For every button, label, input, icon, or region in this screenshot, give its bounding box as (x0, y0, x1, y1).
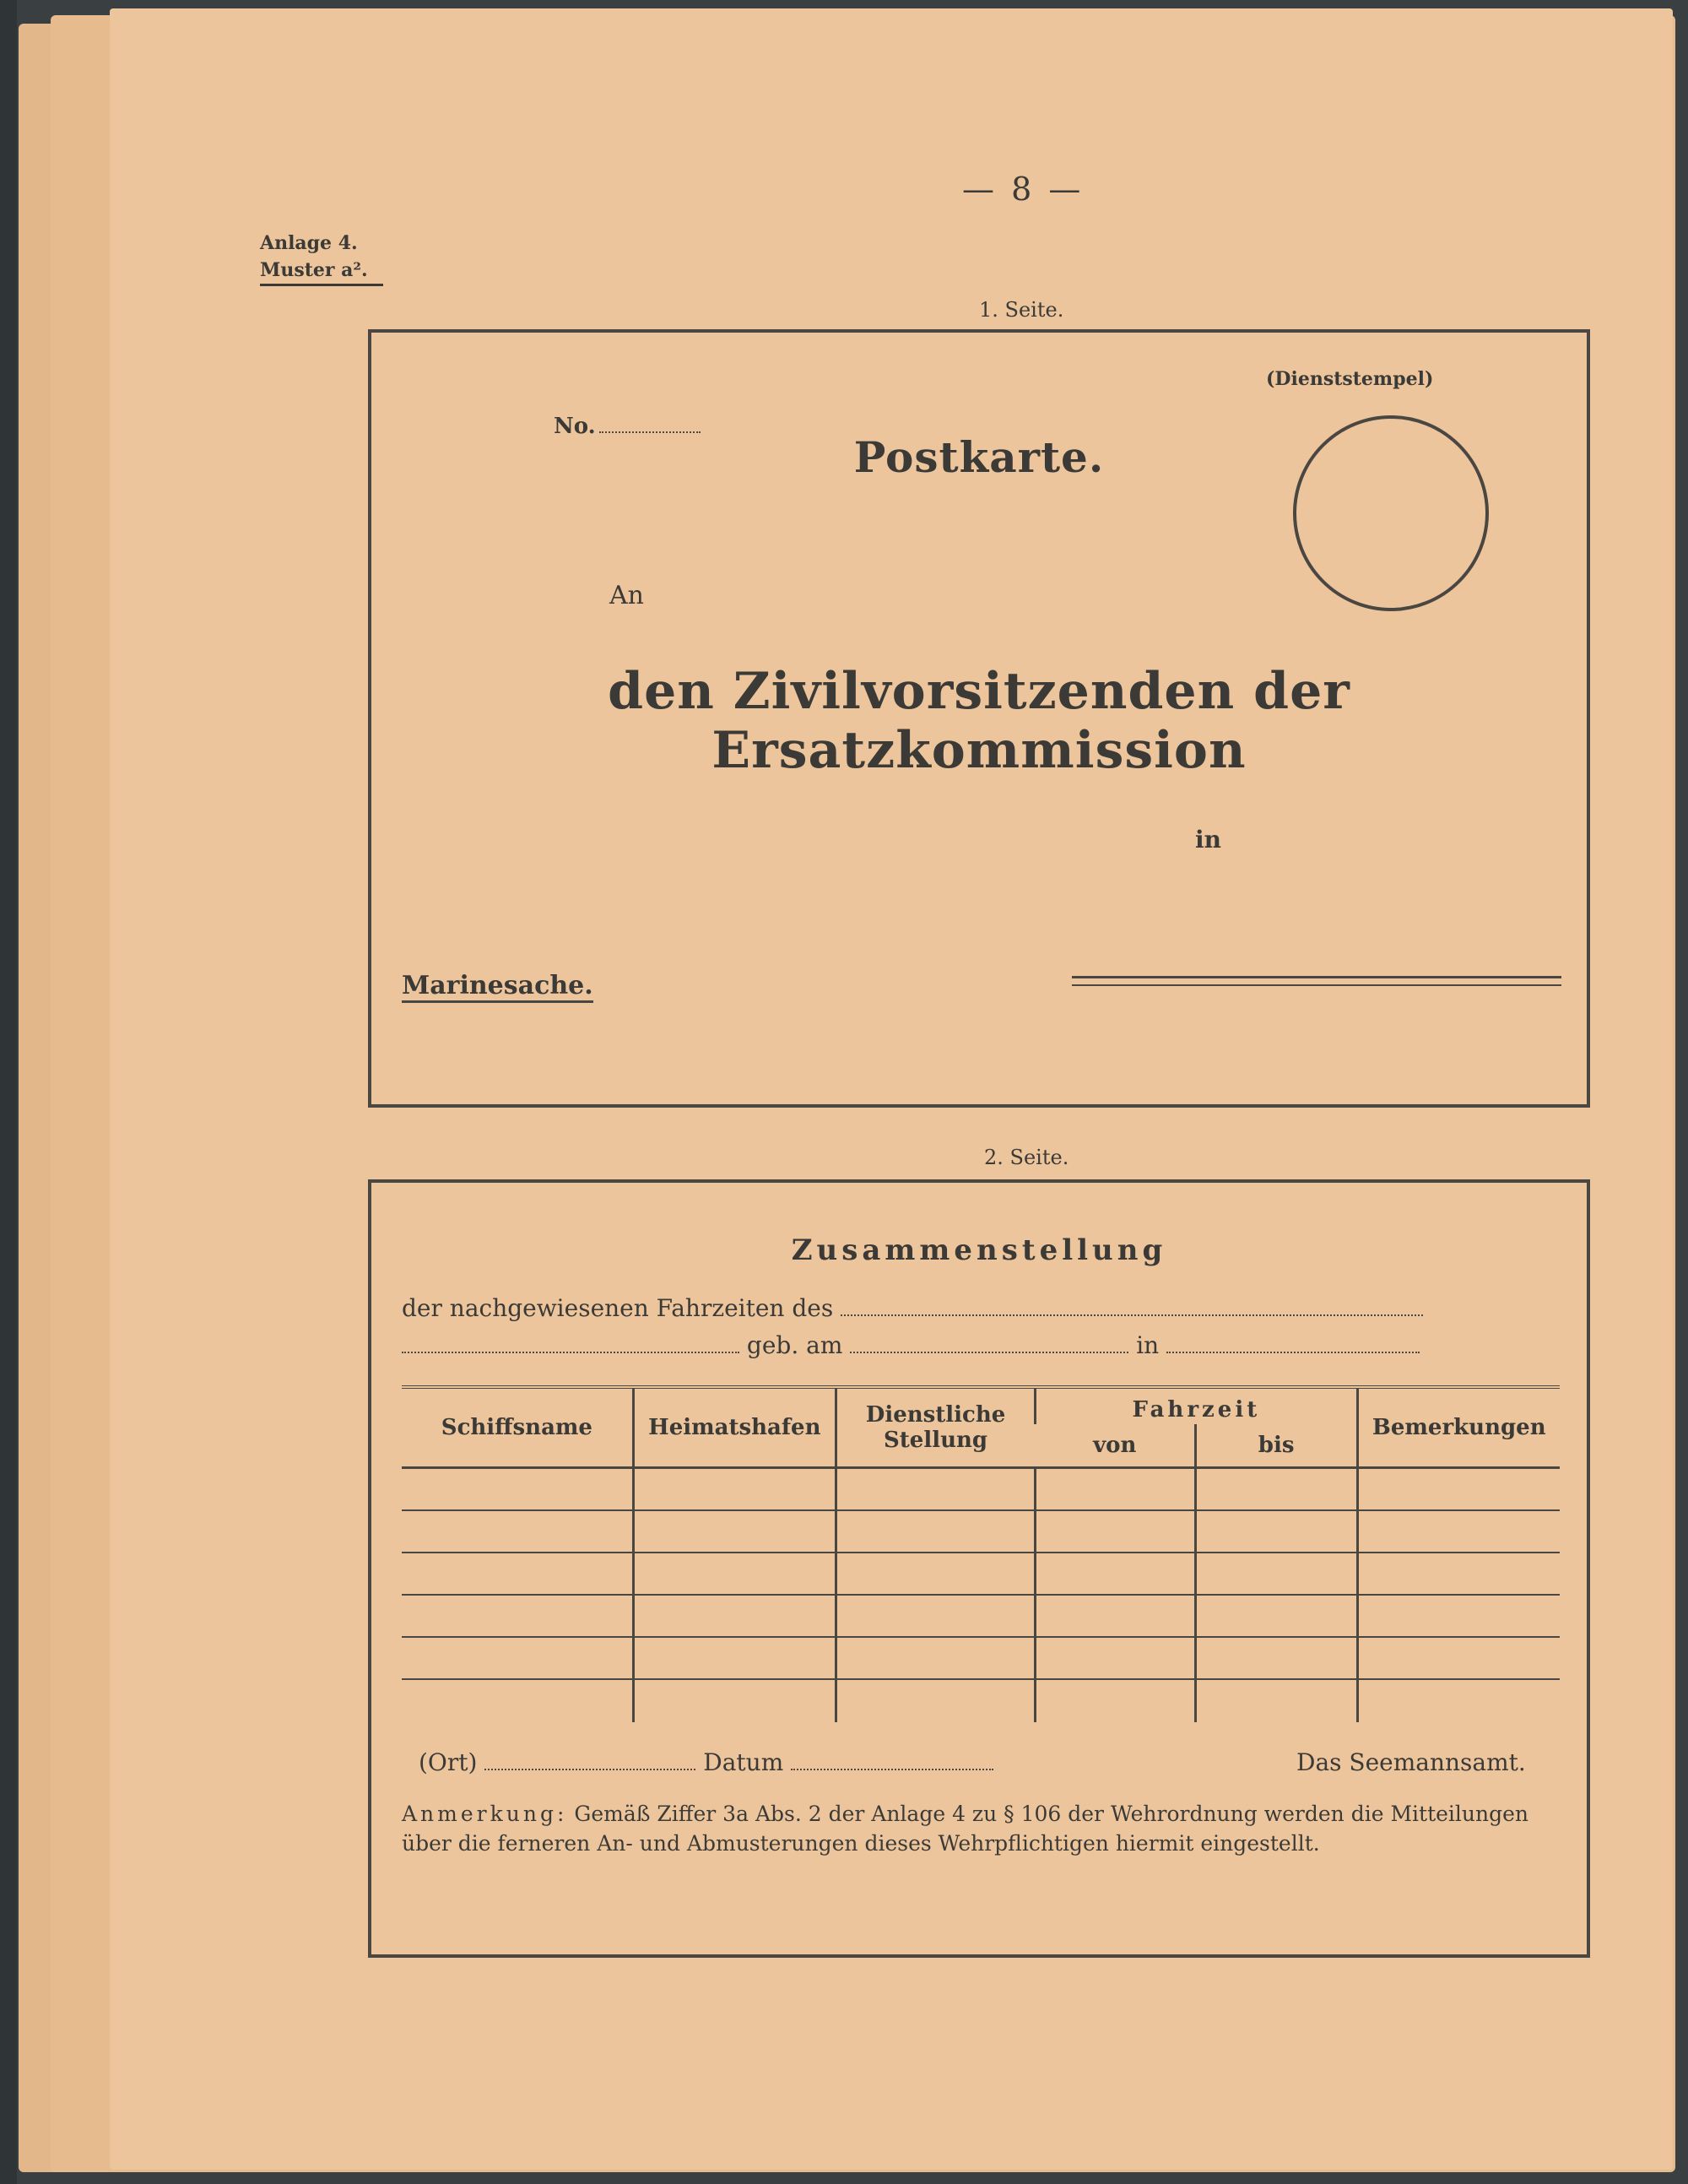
table-row (402, 1468, 1560, 1511)
table-row (402, 1679, 1560, 1722)
note-text: Gemäß Ziffer 3a Abs. 2 der Anlage 4 zu § 106 der Wehrordnung werden die Mitteilungen über die ferneren An- und Abmusterungen dieses Wehrpflichtigen hiermit eingestellt. (402, 1802, 1529, 1856)
address-line (1072, 976, 1561, 978)
birth-dotted-line-3 (1166, 1335, 1420, 1353)
background-edge (0, 0, 17, 2184)
header-dienstliche-stellung (836, 1387, 1035, 1468)
header-stellung: Stellung (884, 1428, 988, 1453)
header-fahrzeit: Fahrzeit (1036, 1387, 1357, 1424)
side-2-label: 2. Seite. (984, 1146, 1069, 1169)
muster-text: Muster a². (260, 257, 383, 286)
in-place-label: in (1136, 1331, 1160, 1359)
compilation-title: Zusammenstellung (791, 1233, 1167, 1267)
table-row (402, 1510, 1560, 1553)
datum-label: Datum (703, 1748, 784, 1776)
side-1-label: 1. Seite. (979, 298, 1064, 322)
anlage-text: Anlage 4. (260, 232, 358, 254)
fahrzeiten-line (402, 1294, 1423, 1322)
annotation-note (402, 1799, 1565, 1858)
fahrzeiten-text: der nachgewiesenen Fahrzeiten des (402, 1294, 834, 1322)
in-label: in (1195, 826, 1221, 854)
ort-label: (Ort) (419, 1748, 478, 1776)
stamp-label: (Dienststempel) (1266, 368, 1434, 390)
postcard-back (368, 1179, 1590, 1958)
table-row (402, 1637, 1560, 1679)
birth-line (402, 1331, 1558, 1359)
anlage-label (260, 230, 383, 286)
number-label: No. (554, 414, 596, 439)
table-row (402, 1553, 1560, 1595)
header-schiffsname: Schiffsname (402, 1387, 633, 1468)
header-bemerkungen: Bemerkungen (1357, 1387, 1560, 1468)
birth-dotted-line-2 (850, 1335, 1128, 1353)
name-dotted-line (841, 1298, 1423, 1316)
seemannsamt-label: Das Seemannsamt. (1296, 1748, 1526, 1776)
postcard-front (368, 329, 1590, 1108)
header-von: von (1036, 1424, 1196, 1468)
ort-dotted-line (484, 1752, 695, 1770)
document-page (110, 8, 1673, 2170)
note-heading: Anmerkung: (402, 1802, 568, 1826)
header-dienstliche: Dienstliche (865, 1402, 1006, 1428)
page-number: — 8 — (962, 171, 1085, 208)
header-heimatshafen: Heimatshafen (633, 1387, 836, 1468)
postcard-title: Postkarte. (853, 432, 1105, 482)
datum-dotted-line (791, 1752, 993, 1770)
voyage-table (402, 1385, 1560, 1722)
address-line-second (1072, 984, 1561, 986)
an-label: An (609, 581, 644, 610)
recipient-line: den Zivilvorsitzenden der Ersatzkommission (608, 662, 1350, 780)
signature-row (419, 1748, 1550, 1776)
header-bis: bis (1195, 1424, 1357, 1468)
marine-label: Marinesache. (402, 971, 593, 1003)
geb-am-label: geb. am (746, 1331, 843, 1359)
birth-dotted-line-1 (402, 1335, 739, 1353)
table-row (402, 1595, 1560, 1637)
table-header-row (402, 1387, 1560, 1424)
